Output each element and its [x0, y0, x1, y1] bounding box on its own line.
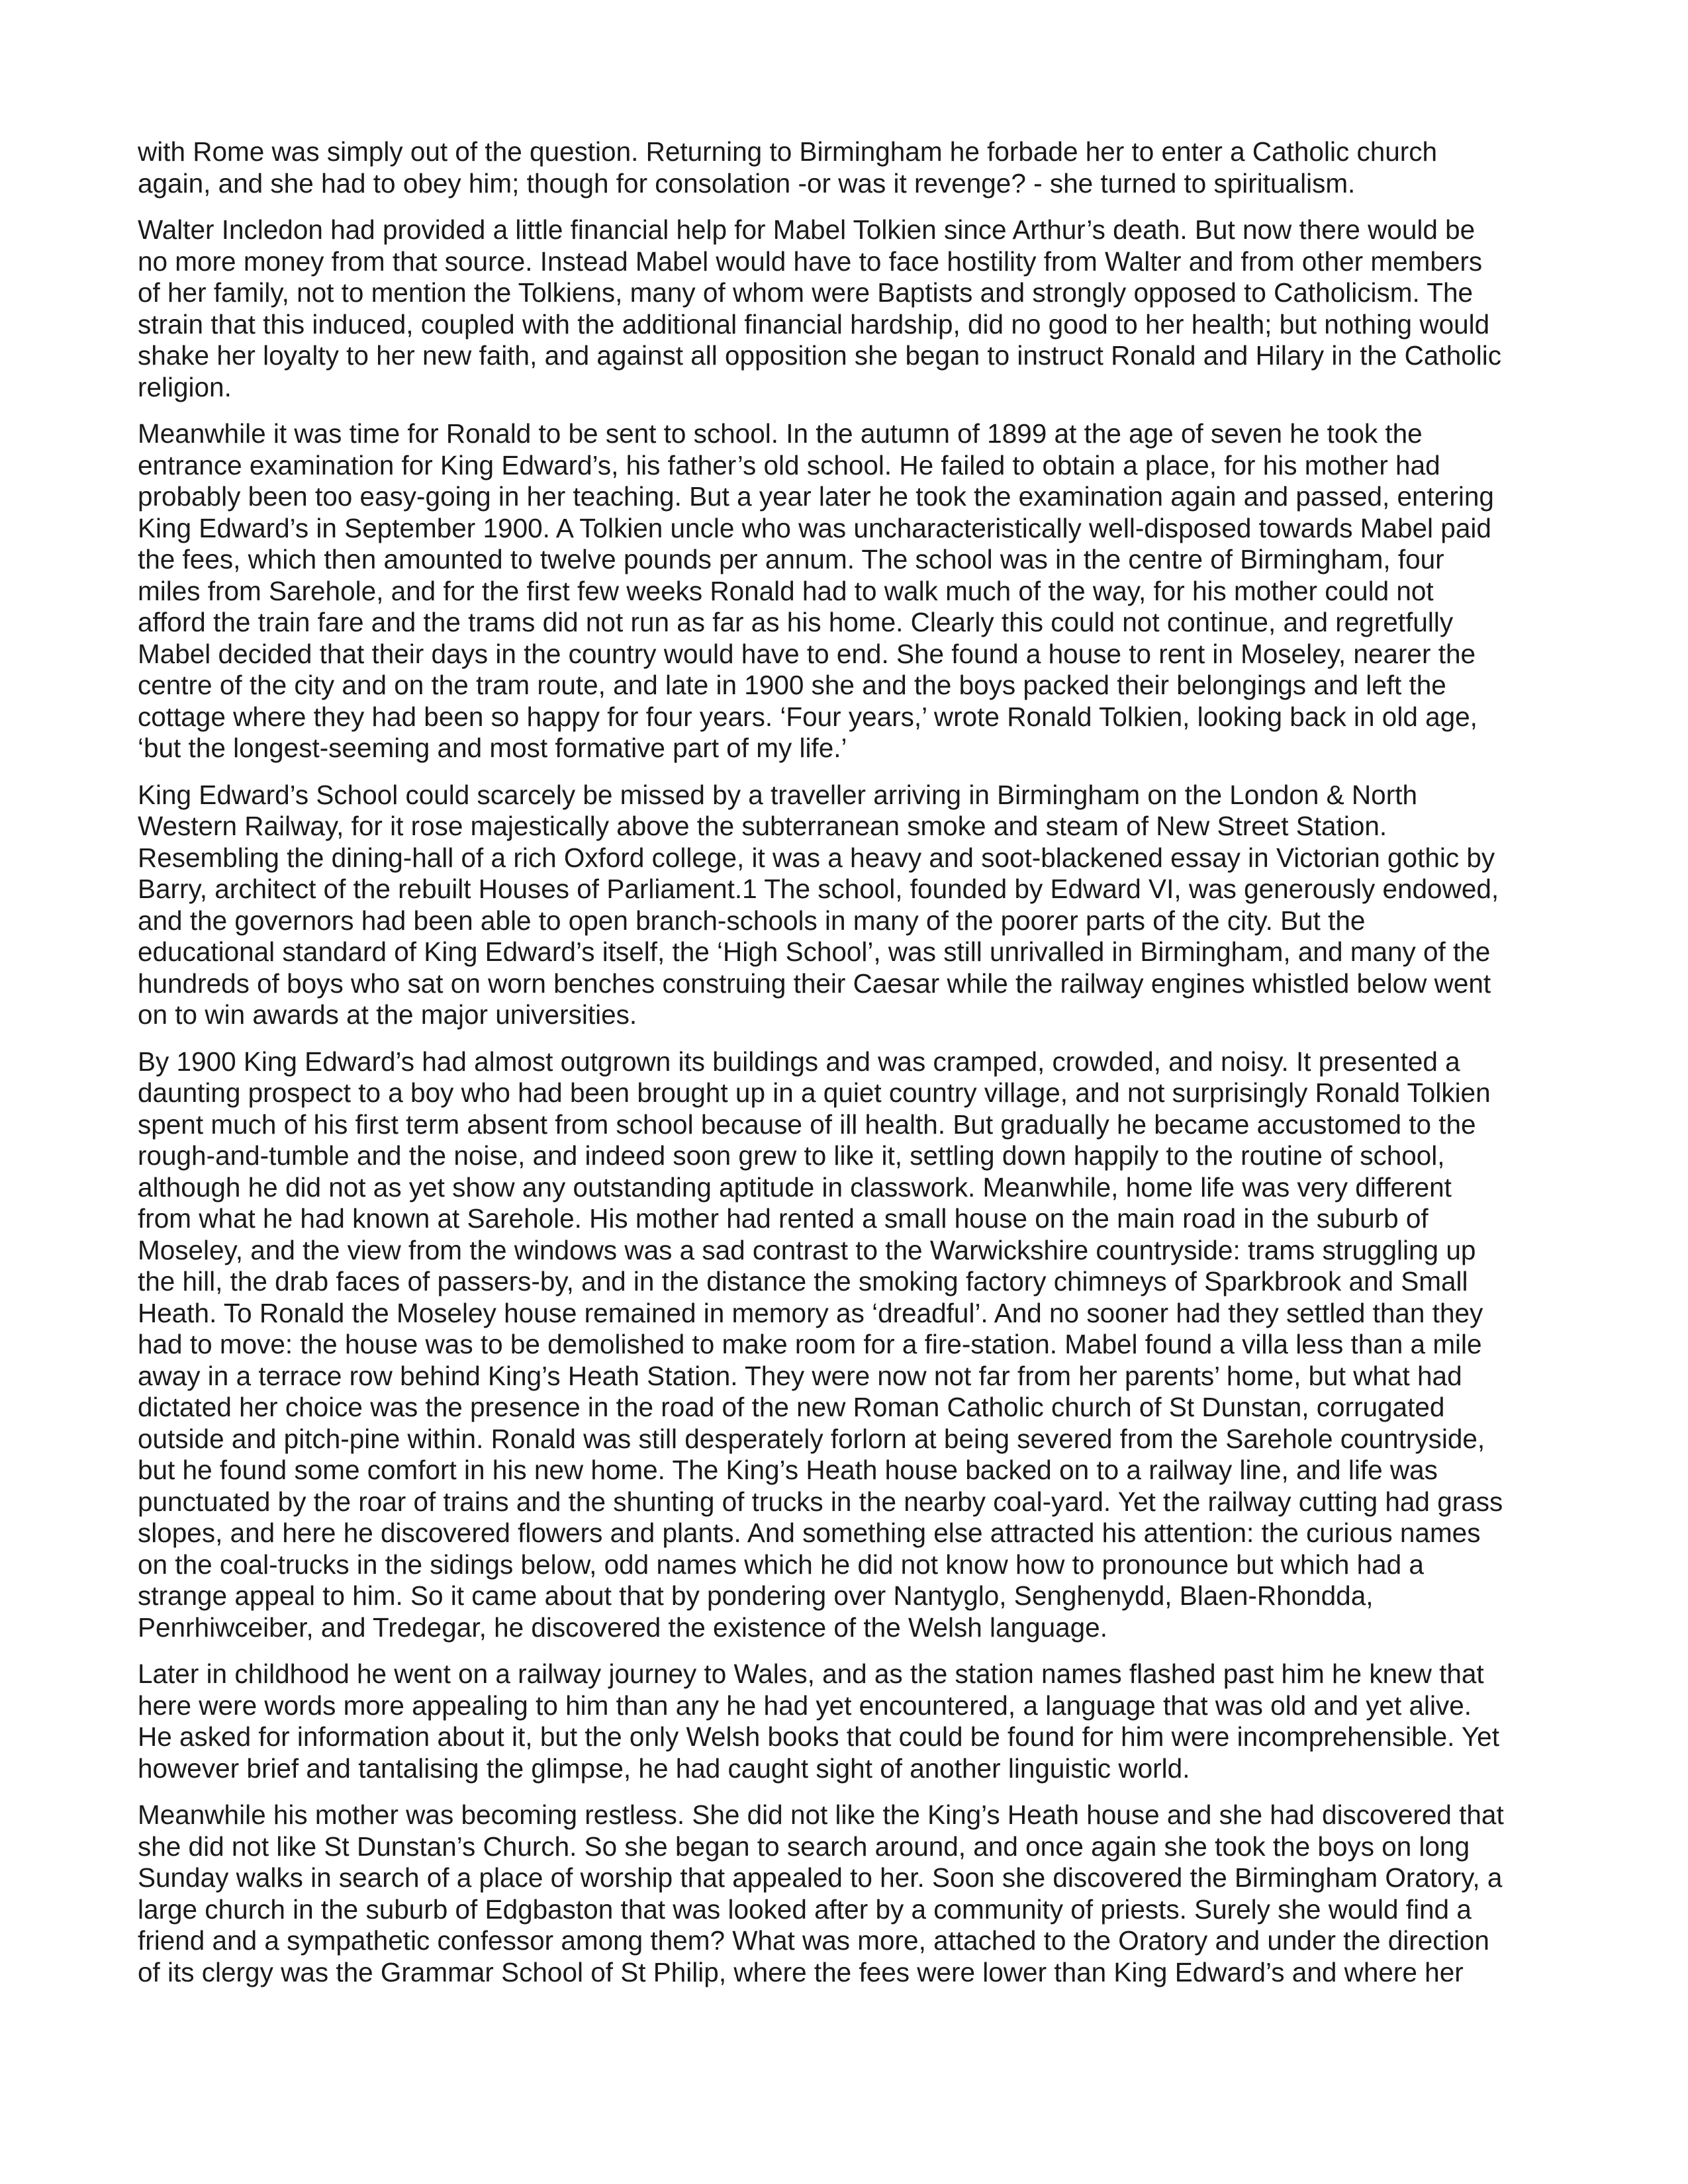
paragraph-rome-spiritualism: with Rome was simply out of the question. Returning to Birmingham he forbade her to enter a Catholic church again, and she had to obey him; though for consolation -or was it revenge? - she turned to spiritualism.: [138, 136, 1438, 199]
paragraph-birmingham-oratory: Meanwhile his mother was becoming restless. She did not like the King’s Heath house and she had discovered that she did not like St Dunstan’s Church. So she began to search around, and once again she took the boys on long Sunday walks in search of a place of worship that appealed to her. Soon she discovered the Birmingham Oratory, a large church in the suburb of Edgbaston that was looked after by a community of priests. Surely she would find a friend and a sympathetic confessor among them? What was more, attached to the Oratory and under the direction of its clergy was the Grammar School of St Philip, where the fees were lower than King Edward’s and where her: [138, 1799, 1504, 1987]
paragraph-sent-to-school: Meanwhile it was time for Ronald to be sent to school. In the autumn of 1899 at the age of seven he took the entrance examination for King Edward’s, his father’s old school. He failed to obtain a place, for his mother had probably been too easy-going in her teaching. But a year later he took the examination again and passed, entering King Edward’s in September 1900. A Tolkien uncle who was uncharacteristically well-disposed towards Mabel paid the fees, which then amounted to twelve pounds per annum. The school was in the centre of Birmingham, four miles from Sarehole, and for the first few weeks Ronald had to walk much of the way, for his mother could not afford the train fare and the trams did not run as far as his home. Clearly this could not continue, and regretfully Mabel decided that their days in the country would have to end. She found a house to rent in Moseley, nearer the centre of the city and on the tram route, and late in 1900 she and the boys packed their belongings and left the cottage where they had been so happy for four years. ‘Four years,’ wrote Ronald Tolkien, looking back in old age, ‘but the longest-seeming and most formative part of my life.’: [138, 418, 1494, 763]
paragraph-king-edwards-school: King Edward’s School could scarcely be missed by a traveller arriving in Birmingham on the London & North Western Railway, for it rose majestically above the subterranean smoke and steam of New Street Station. Resembling the dining-hall of a rich Oxford college, it was a heavy and soot-blackened essay in Victorian gothic by Barry, architect of the rebuilt Houses of Parliament.1 The school, founded by Edward VI, was generously endowed, and the governors had been able to open branch-schools in many of the poorer parts of the city. But the educational standard of King Edward’s itself, the ‘High School’, was still unrivalled in Birmingham, and many of the hundreds of boys who sat on worn benches construing their Caesar while the railway engines whistled below went on to win awards at the major universities.: [138, 779, 1499, 1030]
paragraph-moseley-kings-heath: By 1900 King Edward’s had almost outgrown its buildings and was cramped, crowded, and noisy. It presented a daunting prospect to a boy who had been brought up in a quiet country village, and not surprisingly Ronald Tolkien spent much of his first term absent from school because of ill health. But gradually he became accustomed to the rough-and-tumble and the noise, and indeed soon grew to like it, settling down happily to the routine of school, although he did not as yet show any outstanding aptitude in classwork. Meanwhile, home life was very different from what he had known at Sarehole. His mother had rented a small house on the main road in the suburb of Moseley, and the view from the windows was a sad contrast to the Warwickshire countryside: trams struggling up the hill, the drab faces of passers-by, and in the distance the smoking factory chimneys of Sparkbrook and Small Heath. To Ronald the Moseley house remained in memory as ‘dreadful’. And no sooner had they settled than they had to move: the house was to be demolished to make room for a fire-station. Mabel found a villa less than a mile away in a terrace row behind King’s Heath Station. They were now not far from her parents’ home, but what had dictated her choice was the presence in the road of the new Roman Catholic church of St Dunstan, corrugated outside and pitch-pine within. Ronald was still desperately forlorn at being severed from the Sarehole countryside, but he found some comfort in his new home. The King’s Heath house backed on to a railway line, and life was punctuated by the roar of trains and the shunting of trucks in the nearby coal-yard. Yet the railway cutting had grass slopes, and here he discovered flowers and plants. And something else attracted his attention: the curious names on the coal-trucks in the sidings below, odd names which he did not know how to pronounce but which had a strange appeal to him. So it came about that by pondering over Nantyglo, Senghenydd, Blaen-Rhondda, Penrhiwceiber, and Tredegar, he discovered the existence of the Welsh language.: [138, 1046, 1503, 1643]
paragraph-walter-incledon: Walter Incledon had provided a little financial help for Mabel Tolkien since Arthur’s death. But now there would be no more money from that source. Instead Mabel would have to face hostility from Walter and from other members of her family, not to mention the Tolkiens, many of whom were Baptists and strongly opposed to Catholicism. The strain that this induced, coupled with the additional financial hardship, did no good to her health; but nothing would shake her loyalty to her new faith, and against all opposition she began to instruct Ronald and Hilary in the Catholic religion.: [138, 214, 1501, 402]
document-page: [138, 136, 1537, 2003]
paragraph-wales-journey: Later in childhood he went on a railway journey to Wales, and as the station names flashed past him he knew that here were words more appealing to him than any he had yet encountered, a language that was old and yet alive. He asked for information about it, but the only Welsh books that could be found for him were incomprehensible. Yet however brief and tantalising the glimpse, he had caught sight of another linguistic world.: [138, 1659, 1499, 1784]
